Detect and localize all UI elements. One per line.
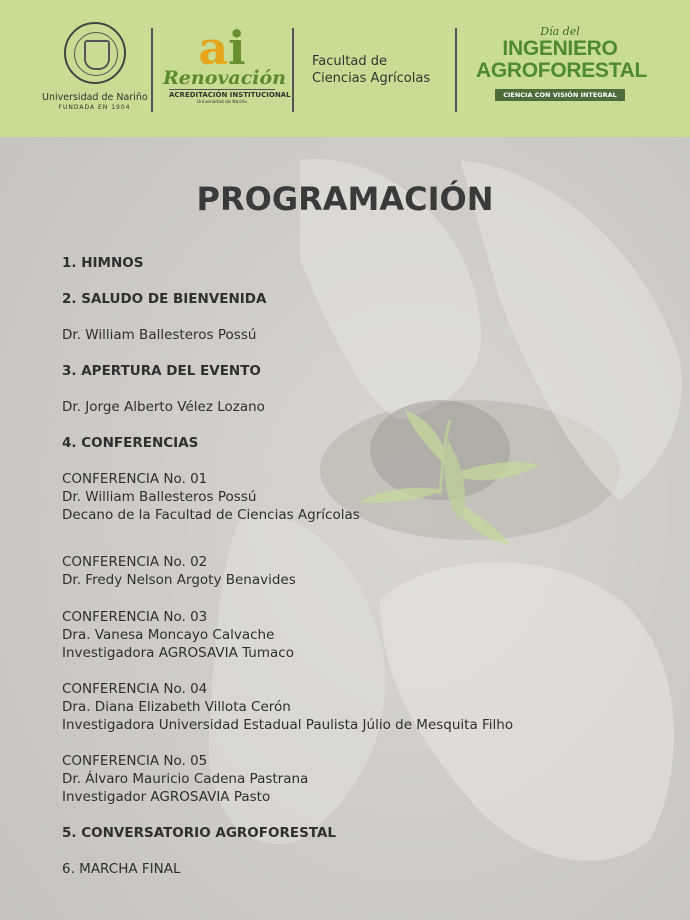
dia-prefix: Día del — [540, 25, 580, 38]
facultad-line-1: Facultad de — [312, 54, 387, 69]
program-item: Investigadora AGROSAVIA Tumaco — [62, 645, 294, 661]
divider — [151, 28, 153, 112]
program-item: Dra. Vanesa Moncayo Calvache — [62, 627, 275, 643]
facultad-label — [312, 53, 430, 87]
renovacion-small: Universidad de Nariño — [196, 100, 248, 105]
dia-tagline: CIENCIA CON VISIÓN INTEGRAL — [495, 89, 625, 101]
renovacion-subtitle: ACREDITACIÓN INSTITUCIONAL — [169, 91, 291, 99]
program-item: Decano de la Facultad de Ciencias Agrícolas — [62, 507, 360, 523]
program-item: Dr. William Ballesteros Possú — [62, 489, 257, 505]
program-item: 1. HIMNOS — [62, 255, 144, 271]
dia-ingeniero-logo — [476, 25, 648, 101]
program-item: Dr. Fredy Nelson Argoty Benavides — [62, 572, 296, 588]
program-item: 5. CONVERSATORIO AGROFORESTAL — [62, 825, 337, 841]
facultad-line-2: Ciencias Agrícolas — [312, 71, 431, 86]
program-item: CONFERENCIA No. 01 — [62, 471, 208, 487]
udenar-logo — [42, 22, 147, 111]
program-item: Dr. Álvaro Mauricio Cadena Pastrana — [62, 771, 309, 787]
divider — [455, 28, 457, 112]
program-item: 6. MARCHA FINAL — [62, 861, 181, 877]
renovacion-mark: ai — [198, 21, 246, 75]
divider — [292, 28, 294, 112]
program-item: CONFERENCIA No. 02 — [62, 554, 208, 570]
program-item: Investigador AGROSAVIA Pasto — [62, 789, 271, 805]
program-item: 3. APERTURA DEL EVENTO — [62, 363, 261, 379]
program-item: CONFERENCIA No. 03 — [62, 609, 208, 625]
university-founded: FUNDADA EN 1904 — [58, 104, 131, 111]
dia-line-2: AGROFORESTAL — [476, 59, 648, 82]
program-item: 4. CONFERENCIAS — [62, 435, 199, 451]
dia-line-1: INGENIERO — [502, 37, 618, 60]
renovacion-word: Renovación — [163, 67, 286, 89]
header-band — [0, 0, 690, 137]
program-item: Dr. William Ballesteros Possú — [62, 327, 257, 343]
page-title: PROGRAMACIÓN — [196, 180, 494, 218]
university-name: Universidad de Nariño — [42, 92, 148, 103]
renovacion-logo — [163, 21, 291, 105]
program-item: CONFERENCIA No. 05 — [62, 753, 208, 769]
program-item: 2. SALUDO DE BIENVENIDA — [62, 291, 267, 307]
university-seal-icon — [64, 22, 126, 84]
program-item: Investigadora Universidad Estadual Paulista Júlio de Mesquita Filho — [62, 717, 514, 733]
program-item: Dra. Diana Elizabeth Villota Cerón — [62, 699, 291, 715]
program-item: CONFERENCIA No. 04 — [62, 681, 208, 697]
program-item: Dr. Jorge Alberto Vélez Lozano — [62, 399, 265, 415]
